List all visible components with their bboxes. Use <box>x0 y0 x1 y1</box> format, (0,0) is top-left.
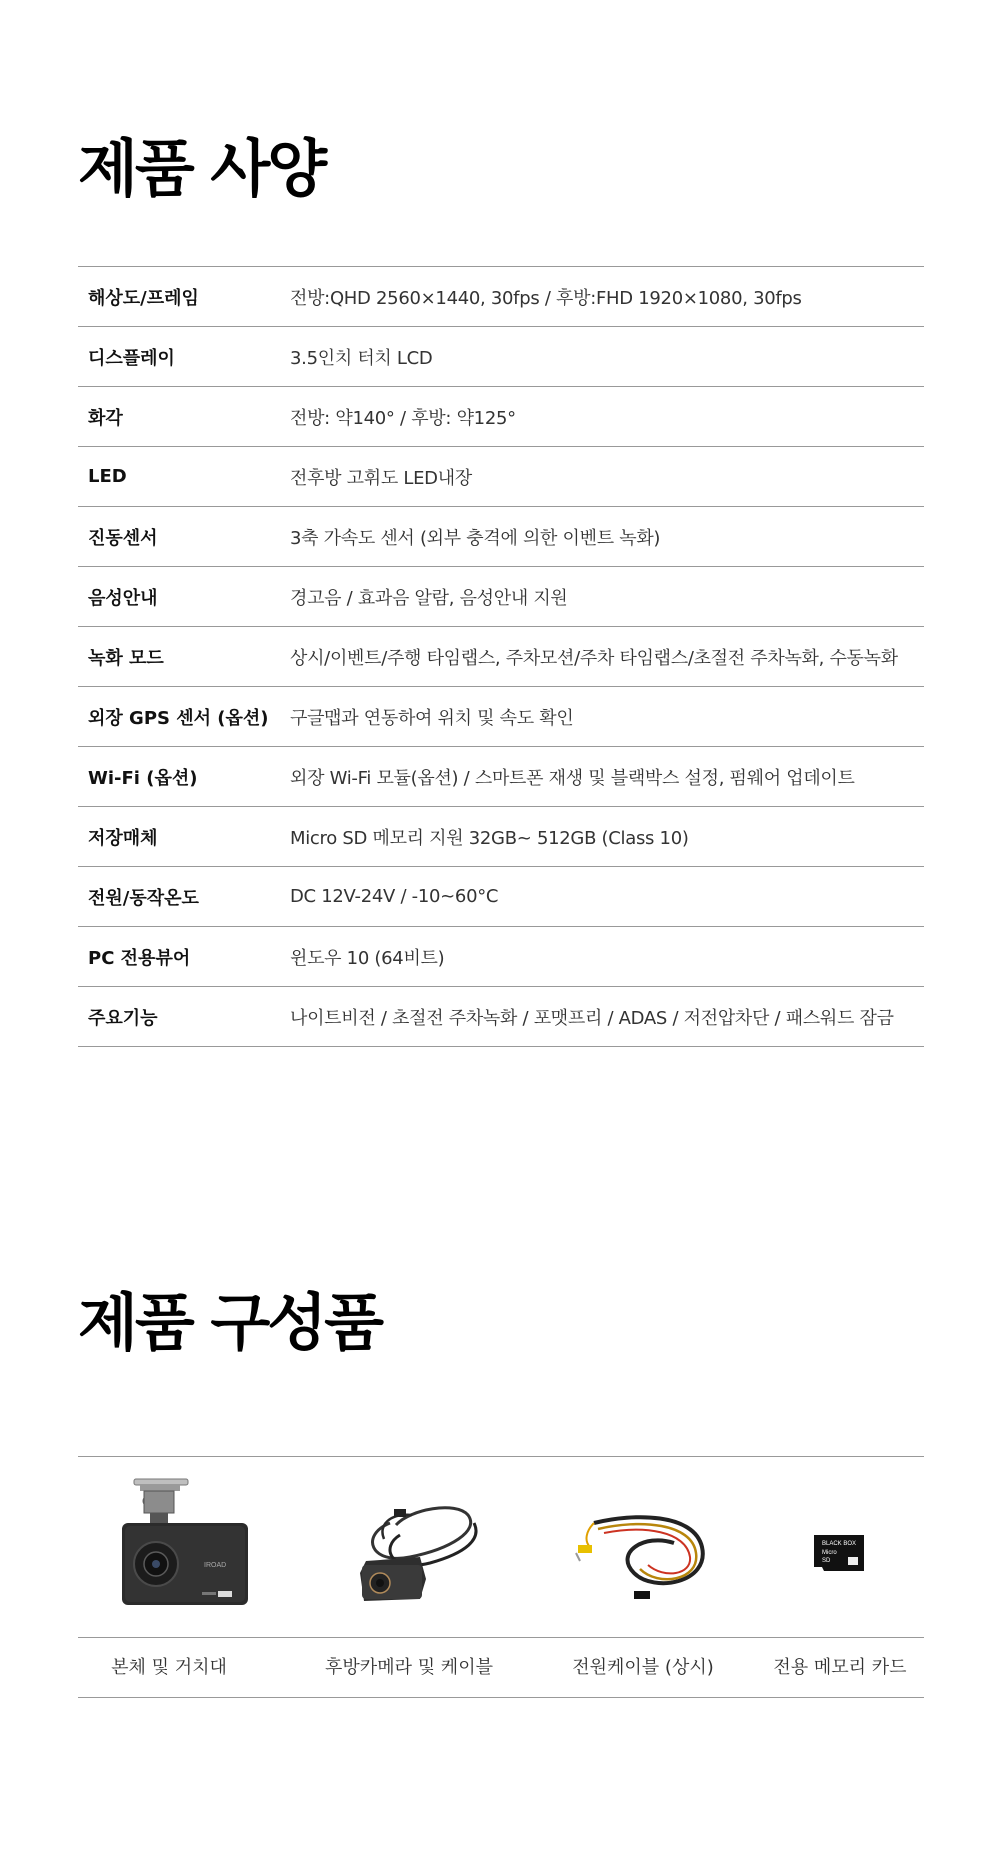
spec-section-title: 제품 사양 <box>78 132 325 205</box>
spec-label: 해상도/프레임 <box>88 287 199 309</box>
spec-label: 디스플레이 <box>88 347 175 369</box>
spec-label: PC 전용뷰어 <box>88 947 191 969</box>
spec-value: 3축 가속도 센서 (외부 충격에 의한 이벤트 녹화) <box>290 527 661 549</box>
spec-value: 윈도우 10 (64비트) <box>290 947 445 969</box>
spec-row <box>78 447 924 507</box>
spec-value: 전방: 약140° / 후방: 약125° <box>290 407 516 429</box>
spec-label: 녹화 모드 <box>88 647 164 669</box>
spec-row <box>78 627 924 687</box>
component-label: 후방카메라 및 케이블 <box>325 1657 493 1678</box>
spec-row <box>78 267 924 327</box>
spec-label: 진동센서 <box>88 527 158 549</box>
power-cable-icon <box>574 1503 712 1605</box>
spec-value: Micro SD 메모리 지원 32GB~ 512GB (Class 10) <box>290 827 689 849</box>
components-section-title: 제품 구성품 <box>78 1286 382 1359</box>
spec-row <box>78 747 924 807</box>
spec-label: 음성안내 <box>88 587 158 609</box>
components-label-row <box>78 1638 924 1698</box>
dashcam-brand-text: IROAD <box>204 1562 227 1569</box>
spec-table <box>78 266 924 1047</box>
spec-label: 외장 GPS 센서 (옵션) <box>88 707 269 729</box>
rear-camera-icon <box>350 1495 486 1607</box>
memory-card-icon <box>812 1533 866 1573</box>
sd-card-line-1: BLACK BOX <box>822 1541 857 1547</box>
sd-card-line-2: Micro <box>822 1550 837 1556</box>
components-image-row <box>78 1457 924 1638</box>
spec-label: 화각 <box>88 407 123 429</box>
spec-label: LED <box>88 466 127 487</box>
spec-label: Wi-Fi (옵션) <box>88 767 198 789</box>
spec-row <box>78 567 924 627</box>
spec-row <box>78 687 924 747</box>
spec-value: 구글맵과 연동하여 위치 및 속도 확인 <box>290 707 574 729</box>
spec-value: DC 12V-24V / -10~60°C <box>290 886 499 907</box>
dashcam-body-icon <box>122 1477 248 1607</box>
spec-value: 전후방 고휘도 LED내장 <box>290 467 472 489</box>
spec-row <box>78 507 924 567</box>
spec-row <box>78 987 924 1047</box>
spec-value: 전방:QHD 2560×1440, 30fps / 후방:FHD 1920×1080, 30fps <box>290 287 802 309</box>
spec-label: 주요기능 <box>88 1007 158 1029</box>
sd-card-line-3: SD <box>822 1558 831 1564</box>
spec-label: 저장매체 <box>88 827 158 849</box>
spec-value: 경고음 / 효과음 알람, 음성안내 지원 <box>290 587 568 609</box>
component-label: 전원케이블 (상시) <box>572 1657 714 1678</box>
spec-row <box>78 807 924 867</box>
spec-value: 3.5인치 터치 LCD <box>290 347 433 369</box>
component-label: 전용 메모리 카드 <box>773 1657 907 1678</box>
spec-value: 나이트비전 / 초절전 주차녹화 / 포맷프리 / ADAS / 저전압차단 / 패스워드 잠금 <box>290 1007 894 1029</box>
components-table <box>78 1456 924 1698</box>
spec-row <box>78 867 924 927</box>
spec-row <box>78 927 924 987</box>
spec-label: 전원/동작온도 <box>88 887 199 909</box>
component-label: 본체 및 거치대 <box>111 1657 227 1678</box>
spec-value: 상시/이벤트/주행 타임랩스, 주차모션/주차 타임랩스/초절전 주차녹화, 수동녹화 <box>290 647 898 669</box>
spec-row <box>78 387 924 447</box>
spec-row <box>78 327 924 387</box>
spec-value: 외장 Wi-Fi 모듈(옵션) / 스마트폰 재생 및 블랙박스 설정, 펌웨어 업데이트 <box>290 767 855 789</box>
